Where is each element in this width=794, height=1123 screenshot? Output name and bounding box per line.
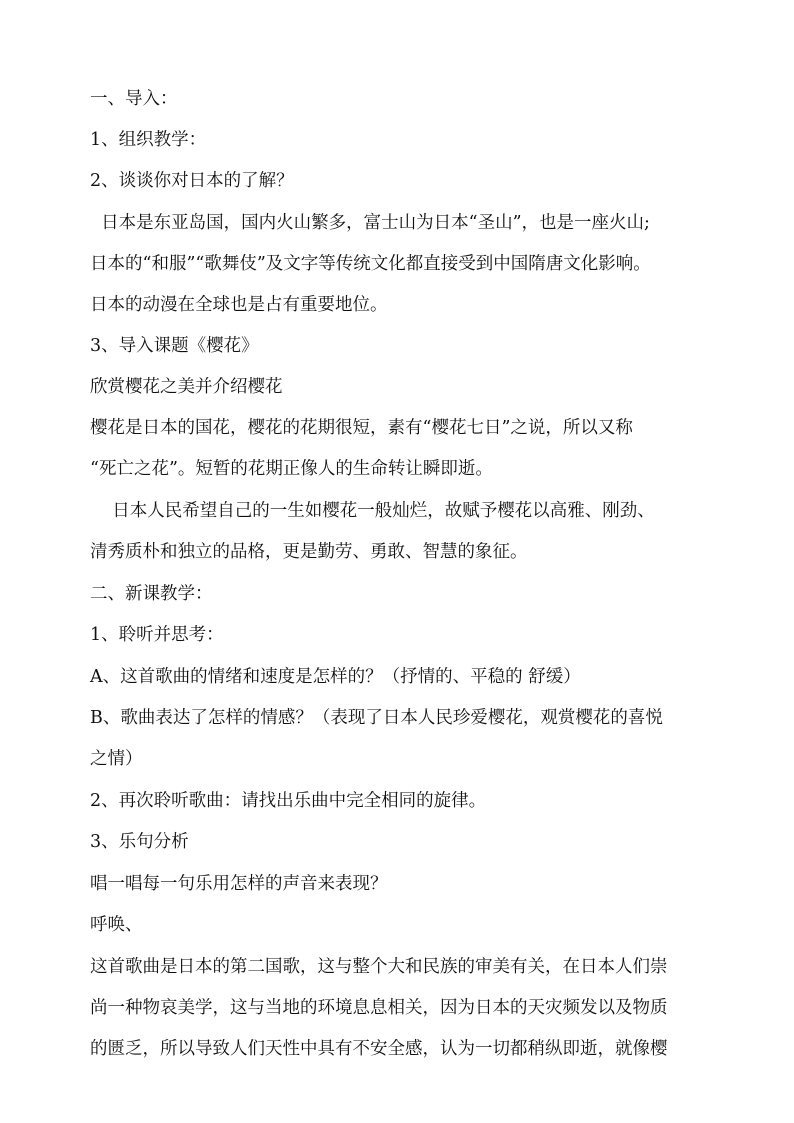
paragraph-line: 日本人民希望自己的一生如樱花一般灿烂，故赋予樱花以高雅、刚劲、 bbox=[90, 501, 655, 521]
paragraph-line: 清秀质朴和独立的品格，更是勤劳、勇敢、智慧的象征。 bbox=[90, 542, 528, 562]
question-a: A、这首歌曲的情绪和速度是怎样的？（抒情的、平稳的 舒缓） bbox=[90, 667, 581, 687]
paragraph-line: 日本的“和服”“歌舞伎”及文字等传统文化都直接受到中国隋唐文化影响。 bbox=[90, 254, 651, 274]
paragraph-line: 日本是东亚岛国，国内火山繁多，富士山为日本“圣山”，也是一座火山; bbox=[90, 213, 650, 233]
item-listen-again: 2、再次聆听歌曲：请找出乐曲中完全相同的旋律。 bbox=[90, 791, 487, 811]
heading-intro: 一、导入： bbox=[90, 89, 178, 109]
paragraph-line: 尚一种物哀美学，这与当地的环境息息相关，因为日本的天灾频发以及物质 bbox=[90, 998, 668, 1018]
paragraph-line: 樱花是日本的国花，樱花的花期很短，素有“樱花七日”之说，所以又称 bbox=[90, 418, 633, 438]
paragraph-line: “死亡之花”。短暂的花期正像人的生命转让瞬即逝。 bbox=[90, 459, 493, 479]
item-organize-teaching: 1、组织教学： bbox=[90, 130, 207, 150]
paragraph-line: 之情） bbox=[90, 749, 143, 769]
paragraph-line: 日本的动漫在全球也是占有重要地位。 bbox=[90, 295, 388, 315]
heading-new-lesson: 二、新课教学： bbox=[90, 584, 213, 604]
paragraph-line: 欣赏樱花之美并介绍樱花 bbox=[90, 377, 283, 397]
paragraph-line: 的匮乏，所以导致人们天性中具有不安全感，认为一切都稍纵即逝，就像樱 bbox=[90, 1039, 668, 1059]
paragraph-line: 唱一唱每一句乐用怎样的声音来表现？ bbox=[90, 874, 388, 894]
paragraph-line: 呼唤、 bbox=[90, 915, 143, 935]
item-talk-about-japan: 2、谈谈你对日本的了解？ bbox=[90, 171, 294, 191]
item-lesson-topic: 3、导入课题《樱花》 bbox=[90, 336, 259, 356]
question-b: B、歌曲表达了怎样的情感？（表现了日本人民珍爱樱花，观赏樱花的喜悦 bbox=[90, 708, 663, 728]
paragraph-line: 这首歌曲是日本的第二国歌，这与整个大和民族的审美有关，在日本人们崇 bbox=[90, 957, 668, 977]
item-phrase-analysis: 3、乐句分析 bbox=[90, 832, 189, 852]
item-listen-think: 1、聆听并思考： bbox=[90, 625, 224, 645]
